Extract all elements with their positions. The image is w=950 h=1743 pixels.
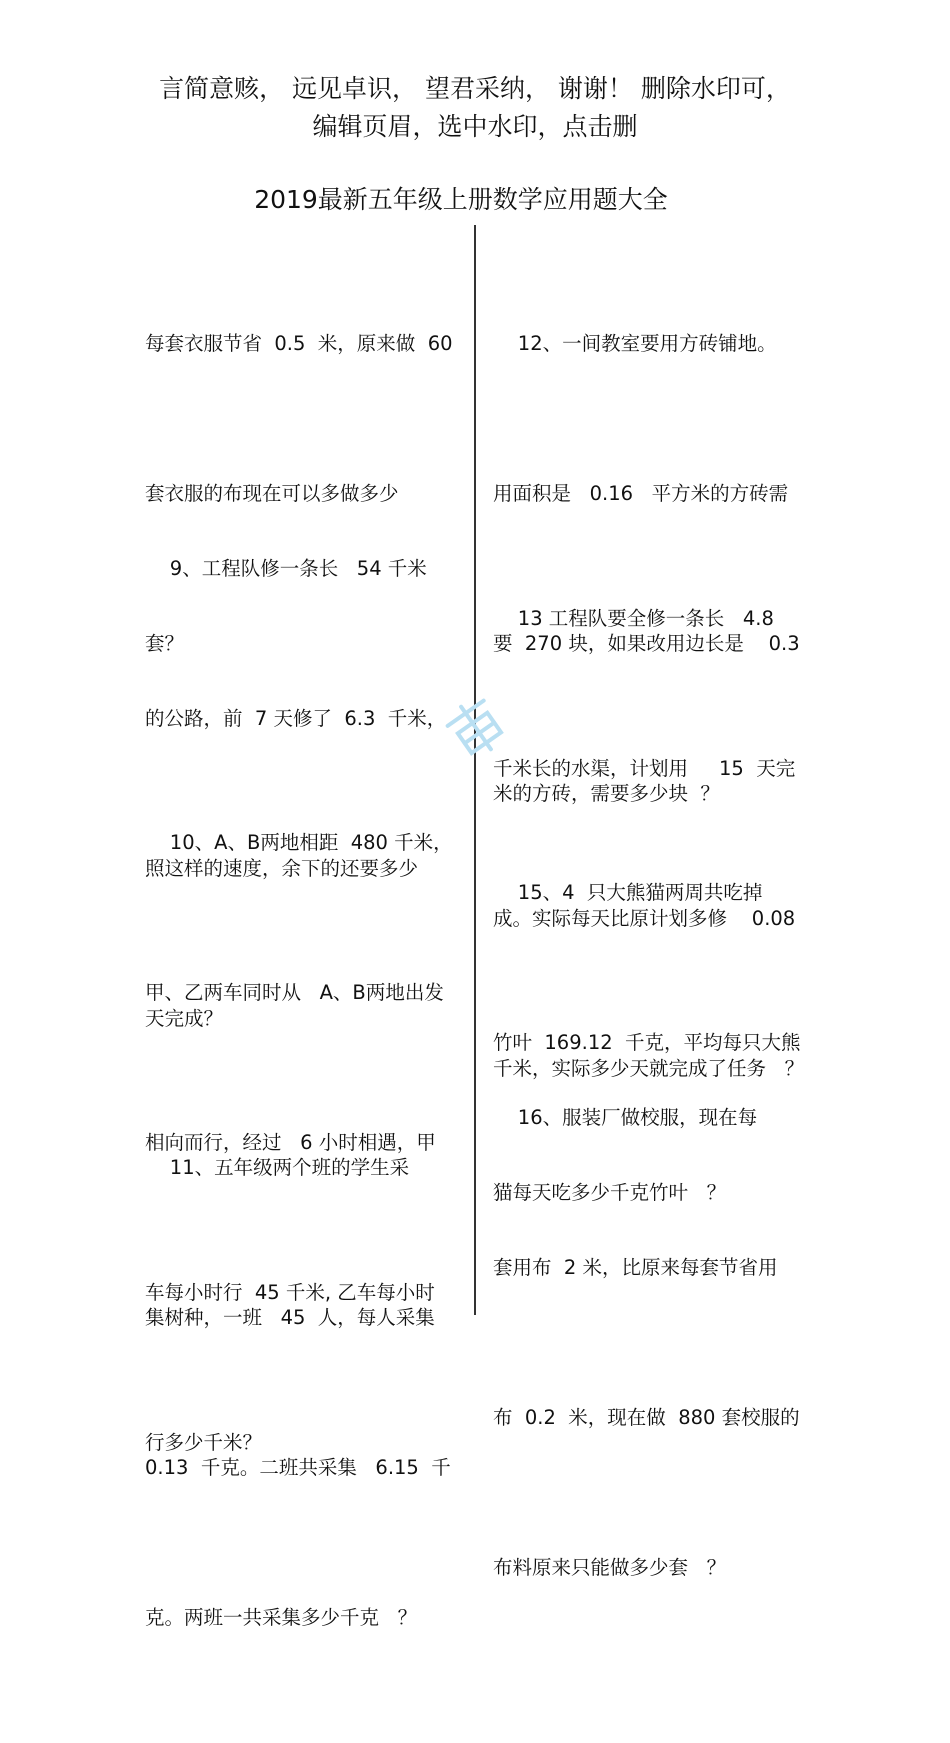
problem-line: 集树种，一班 45 人，每人采集 bbox=[145, 1306, 435, 1329]
problem-line: 成。实际每天比原计划多修 0.08 bbox=[493, 907, 796, 930]
problem-line: 相向而行，经过 6 小时相遇，甲 bbox=[145, 1131, 436, 1154]
problem-line: 每套衣服节省 0.5 米，原来做 60 bbox=[145, 332, 453, 355]
problem-line: 9、工程队修一条长 54 千米 bbox=[145, 557, 427, 580]
problem-line: 车每小时行 45 千米, 乙车每小时 bbox=[145, 1281, 435, 1304]
problem-line: 布料原来只能做多少套 ？ bbox=[493, 1556, 727, 1579]
problem-line: 千米长的水渠，计划用 15 天完 bbox=[493, 757, 796, 780]
problem-line: 套用布 2 米，比原来每套节省用 bbox=[493, 1256, 778, 1279]
problem-16 bbox=[493, 993, 811, 1693]
problem-line: 10、A、B两地相距 480 千米， bbox=[145, 831, 453, 854]
problem-line: 千米，实际多少天就完成了任务 ？ bbox=[493, 1057, 805, 1080]
watermark-notice-header bbox=[0, 70, 950, 146]
column-divider bbox=[474, 225, 476, 1315]
problem-line: 米的方砖，需要多少块 ？ bbox=[493, 782, 720, 805]
problem-line: 行多少千米？ bbox=[145, 1431, 263, 1454]
problem-line: 16、服装厂做校服，现在每 bbox=[493, 1106, 758, 1129]
header-line-2: 编辑页眉，选中水印，点击删 bbox=[312, 112, 638, 141]
page-title: 2019最新五年级上册数学应用题大全 bbox=[254, 185, 668, 214]
problem-11 bbox=[145, 1043, 460, 1743]
header-line-1: 言简意赅， 远见卓识， 望君采纳， 谢谢！ 删除水印可， bbox=[159, 74, 791, 103]
problem-line: 照这样的速度，余下的还要多少 bbox=[145, 857, 419, 880]
problem-line: 甲、乙两车同时从 A、B两地出发 bbox=[145, 981, 444, 1004]
problem-line: 用面积是 0.16 平方米的方砖需 bbox=[493, 482, 789, 505]
problem-line: 的公路，前 7 天修了 6.3 千米， bbox=[145, 707, 447, 730]
problem-line: 竹叶 169.12 千克，平均每只大熊 bbox=[493, 1031, 801, 1054]
problem-line: 猫每天吃多少千克竹叶 ？ bbox=[493, 1181, 727, 1204]
problem-line: 11、五年级两个班的学生采 bbox=[145, 1156, 410, 1179]
problem-line: 要 270 块，如果改用边长是 0.3 bbox=[493, 632, 800, 655]
problem-line: 套衣服的布现在可以多做多少 bbox=[145, 482, 399, 505]
problem-line: 13 工程队要全修一条长 4.8 bbox=[493, 607, 774, 630]
problem-line: 12、一间教室要用方砖铺地。 bbox=[493, 332, 777, 355]
problem-line: 0.13 千克。二班共采集 6.15 千 bbox=[145, 1456, 451, 1479]
problem-line: 克。两班一共采集多少千克 ？ bbox=[145, 1606, 418, 1629]
problem-line: 布 0.2 米，现在做 880 套校服的 bbox=[493, 1406, 800, 1429]
problem-line: 天完成？ bbox=[145, 1007, 224, 1030]
problem-line: 15、4 只大熊猫两周共吃掉 bbox=[493, 881, 763, 904]
problem-line: 套？ bbox=[145, 632, 185, 655]
